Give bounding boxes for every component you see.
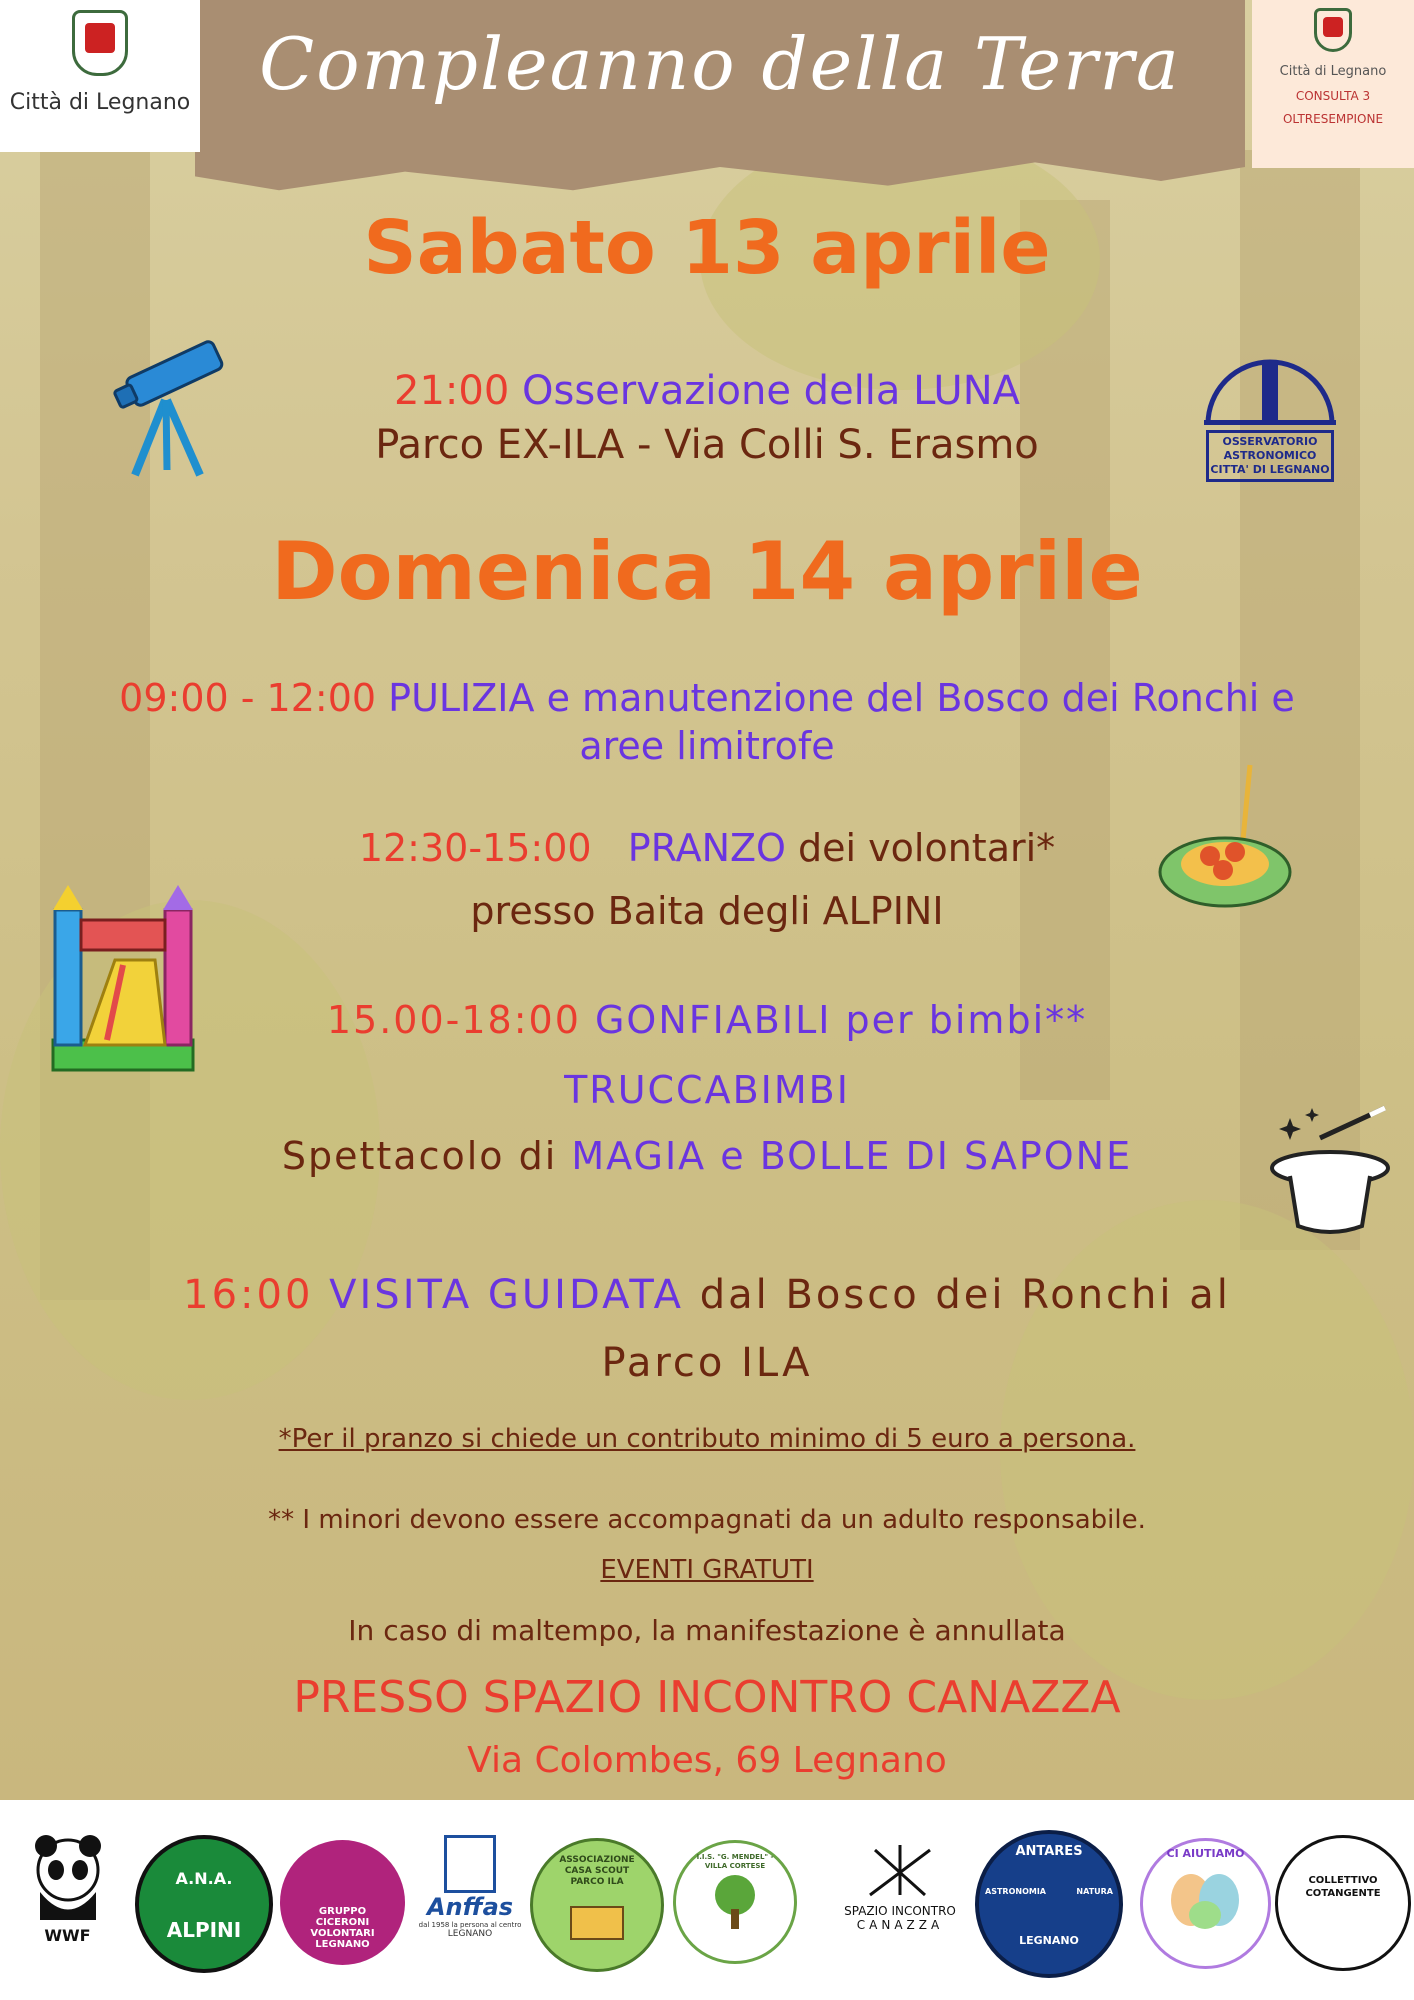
e2-rest: dei volontari* (798, 826, 1056, 870)
e3-time: 15.00-18:00 (326, 998, 581, 1042)
ci-aiutiamo-logo (1140, 1838, 1271, 1969)
wwf-label: WWF (44, 1926, 91, 1945)
observatory-line3: CITTA' DI LEGNANO (1210, 463, 1330, 476)
wwf-logo (25, 1832, 110, 1945)
e4-rest: dal Bosco dei Ronchi al (699, 1272, 1231, 1318)
ciceroni-line1: GRUPPO (318, 1906, 367, 1917)
e3-line3b: MAGIA (571, 1134, 707, 1178)
note-minors: ** I minori devono essere accompagnati da un adulto responsabile. (268, 1505, 1146, 1535)
observatory-line2: ASTRONOMICO (1223, 449, 1317, 462)
observatory-dome-icon (1198, 350, 1342, 426)
anffas-city: LEGNANO (447, 1929, 493, 1939)
anffas-mark-icon (444, 1835, 496, 1893)
e3-line2: TRUCCABIMBI (564, 1068, 850, 1112)
ciceroni-line3: VOLONTARI (310, 1928, 375, 1939)
casa-scout-logo (530, 1838, 664, 1972)
consulta-logo (1252, 0, 1414, 168)
ciceroni-logo (280, 1840, 405, 1965)
page-title: Compleanno della Terra (259, 22, 1181, 106)
spazio-line1: SPAZIO INCONTRO (844, 1904, 956, 1918)
saturday-heading: Sabato 13 aprile (363, 205, 1051, 291)
sunday-event-3 (0, 998, 1414, 1042)
e3-line3c: e (720, 1134, 746, 1178)
observatory-line1: OSSERVATORIO (1222, 435, 1318, 448)
saturday-place: Parco EX-ILA - Via Colli S. Erasmo (375, 422, 1039, 468)
antares-left: ASTRONOMIA (985, 1887, 1046, 1896)
saturday-time: 21:00 (394, 368, 510, 414)
venue-address: Via Colombes, 69 Legnano (467, 1740, 947, 1781)
ci-aiutiamo-label: CI AIUTIAMO (1166, 1847, 1245, 1860)
citta-legnano-logo (0, 0, 200, 152)
antares-city: LEGNANO (1019, 1934, 1079, 1947)
bouncy-castle-icon (45, 880, 200, 1080)
e4-time: 16:00 (183, 1272, 314, 1318)
house-icon (570, 1906, 624, 1940)
mendel-logo (673, 1840, 797, 1964)
mendel-label: I.I.S. "G. MENDEL" - VILLA CORTESE (696, 1853, 774, 1870)
right-logo-line1: CONSULTA 3 (1295, 89, 1371, 103)
right-logo-city: Città di Legnano (1279, 64, 1387, 79)
e1-time: 09:00 - 12:00 (119, 676, 377, 720)
casa-scout-label: ASSOCIAZIONE CASA SCOUT PARCO ILA (559, 1855, 635, 1887)
spazio-incontro-logo (830, 1840, 970, 1932)
sunday-event-1 (0, 676, 1414, 720)
anffas-logo (415, 1835, 525, 1939)
e3-line3d: BOLLE DI SAPONE (759, 1134, 1133, 1178)
antares-right: NATURA (1076, 1887, 1113, 1896)
venue-name: PRESSO SPAZIO INCONTRO CANAZZA (293, 1672, 1121, 1723)
anffas-sub: dal 1958 la persona al centro (418, 1921, 522, 1929)
collettivo-label: COLLETTIVO COTANGENTE (1305, 1875, 1381, 1899)
alpini-logo (135, 1835, 273, 1973)
e4-line2: Parco ILA (601, 1340, 813, 1386)
antares-logo (975, 1830, 1123, 1978)
hands-icon (1161, 1860, 1251, 1940)
e2-strong: PRANZO (627, 826, 786, 870)
note-weather: In caso di maltempo, la manifestazione è annullata (348, 1614, 1066, 1647)
e1-line2: aree limitrofe (579, 724, 835, 768)
e3-line3a: Spettacolo di (281, 1134, 558, 1178)
sunday-event-4 (0, 1272, 1414, 1318)
spazio-line2: CANAZZA (856, 1918, 944, 1932)
tree-icon (705, 1871, 765, 1931)
panda-icon (28, 1832, 108, 1922)
ciceroni-line4: LEGNANO (315, 1939, 370, 1950)
city-crest-icon (1314, 8, 1352, 52)
sunday-heading: Domenica 14 aprile (271, 525, 1143, 618)
e2-time: 12:30-15:00 (358, 826, 592, 870)
right-logo-line2: OLTRESEMPIONE (1282, 112, 1384, 126)
ciceroni-line2: CICERONI (315, 1917, 370, 1928)
spazio-mark-icon (865, 1840, 935, 1900)
e2-line2: presso Baita degli ALPINI (470, 889, 944, 933)
left-logo-label: Città di Legnano (9, 90, 191, 115)
e1-rest: e manutenzione del Bosco dei Ronchi e (546, 676, 1295, 720)
city-crest-icon (72, 10, 128, 76)
collettivo-logo (1275, 1835, 1411, 1971)
alpini-label: ALPINI (166, 1918, 242, 1942)
e4-strong: VISITA GUIDATA (329, 1272, 685, 1318)
note-free-events: EVENTI GRATUTI (600, 1555, 814, 1585)
alpini-top: A.N.A. (175, 1869, 233, 1888)
sunday-event-2 (0, 826, 1414, 870)
observatory-logo (1198, 350, 1342, 478)
magic-hat-icon (1260, 1098, 1400, 1238)
saturday-event: Osservazione della LUNA (522, 368, 1020, 414)
e1-strong: PULIZIA (388, 676, 535, 720)
note-lunch: *Per il pranzo si chiede un contributo minimo di 5 euro a persona. (278, 1424, 1136, 1454)
e3-strong: GONFIABILI per bimbi** (594, 998, 1088, 1042)
antares-top: ANTARES (1015, 1844, 1083, 1859)
e3-line3 (0, 1134, 1414, 1178)
anffas-label: Anffas (426, 1893, 514, 1921)
